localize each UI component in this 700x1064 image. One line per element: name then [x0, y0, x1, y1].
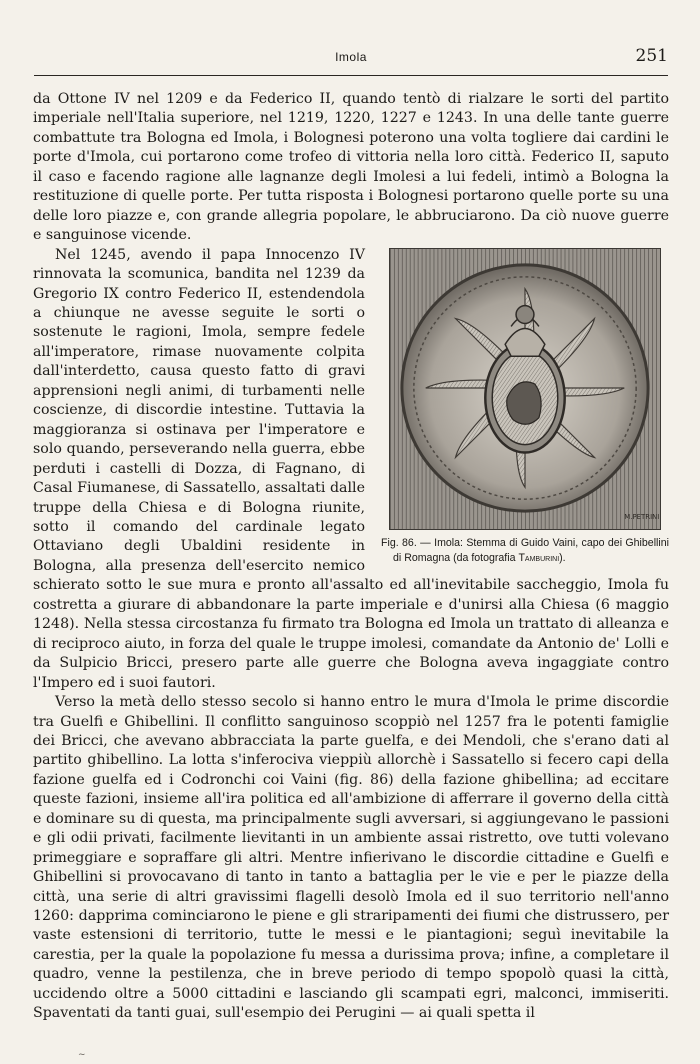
paragraph: da Ottone IV nel 1209 e da Federico II, quando tentò di rialzare le sorti del partito imperiale nell'Italia superiore, nel 1219, 1220, 1227 e 1243. In una delle tante guerre combattute tra Bologna ed Imola, i Bolognesi poterono una volta togliere dai cardini le porte d'Imola, cui portarono come trofeo di vittoria nella loro città. Federico II, saputo il caso e facendo ragione alle lagnanze degli Imolesi a lui fedeli, intimò a Bologna la restituzione di quelle porte. Per tutta risposta i Bolognesi portarono quelle porte su una delle loro piazze e, con grande allegria popolare, le abbruciarono. Da ciò nuove guerre e sanguinose vicende.: [33, 91, 669, 244]
figure-caption: [381, 536, 669, 566]
coat-of-arms-engraving: [390, 249, 660, 529]
coat-of-arms-illustration: [389, 248, 661, 530]
caption-credit: Tamburini: [518, 551, 560, 564]
engraver-signature: M.PETRINI: [624, 512, 660, 521]
page-number: 251: [635, 46, 668, 66]
paragraph-text: Nel 1245, avendo il papa Innocenzo IV rinnovata la scomunica, bandita nel 1239 da Gregorio IX contro Federico II, estendendola a chiunque ne avesse seguite le sorti o sostenute le ragioni, Imola, sempre fedele all'imperatore, rimase nuovamente colpita dall'interdetto, causa questo fatto di gravi apprensioni negli animi, di turbamenti nelle coscienze, di discordie intestine. Tuttavia la maggioranza si ostinava per l'imperatore e solo quando, perseverando nella guerra, ebbe perduti i castelli di Dozza, di Fagnano, di Casal Fiumanese, di Sassatello, assaltati dalle truppe della Chiesa e di Bologna riunite, sotto il comando del cardinale legato Ottaviano degli Ubaldini residente in Bologna, alla presenza dell'esercito nemico schierato sotto le sue mura e pronto all'assalto ed all'inevitabile saccheggio, Imola fu costretta a giurare di abbandonare la parte imperiale e d'unirsi alla Chiesa (6 maggio 1248). Nella stessa circostanza fu firmato tra Bologna ed Imola un trattato di alleanza e di reciproco aiuto, in forza del quale le truppe imolesi, comandate da Antonio de' Lolli e da Sulpicio Bricci, presero parte alle guerre che Bologna aveva ingaggiate contro l'Impero ed i suoi fautori.: [33, 246, 669, 691]
running-head: [34, 44, 668, 70]
body-text: [33, 90, 669, 1024]
header-rule: [34, 75, 668, 76]
running-title: Imola: [335, 50, 367, 64]
caption-number: Fig. 86. —: [381, 536, 431, 549]
paragraph: Verso la metà dello stesso secolo si hanno entro le mura d'Imola le prime discordie tra Guelfi e Ghibellini. Il conflitto sanguinoso scoppiò nel 1257 fra le potenti famiglie dei Bricci, che avevano abbracciata la parte guelfa, e dei Mendoli, che s'erano dati al partito ghibellino. La lotta s'inferociva vieppiù allorchè i Sassatello si fecero capi della fazione guelfa ed i Codronchi coi Vaini (fig. 86) della fazione ghibellina; ad eccitare queste fazioni, insieme all'ira politica ed all'ambizione di afferrare il governo della città e dominare su di questa, ma principalmente sugli avversari, si aggiungevano le passioni e gli odii privati, facilmente lievitanti in un ambiente assai ristretto, ove tutti volevano primeggiare e sopraffare gli altri. Mentre infierivano le discordie cittadine e Guelfi e Ghibellini si provocavano di tanto in tanto a battaglia per le vie e per le piazze della città, una serie di altri gravissimi flagelli desolò Imola ed il suo territorio nell'anno 1260: dapprima cominciarono le piene e gli straripamenti dei fiumi che distrussero, per vaste estensioni di territorio, tutte le messi e le piantagioni; seguì inevitabile la carestia, per la quale la popolazione fu messa a durissima prova; infine, a completare il quadro, venne la pestilenza, che in breve periodo di tempo spopolò quasi la città, uccidendo oltre a 5000 cittadini e lasciando gli scampati egri, malconci, immiseriti. Spaventati da tanti guai, sull'esempio dei Perugini — ai quali spetta il: [33, 694, 669, 1022]
footer-mark: ~: [78, 1050, 86, 1060]
figure: [379, 248, 669, 566]
paragraph-with-figure: [33, 246, 669, 693]
caption-text: Imola: Stemma di Guido Vaini, capo dei Ghibellini di Romagna (da fotografia: [393, 536, 669, 564]
caption-end: ).: [559, 551, 566, 564]
